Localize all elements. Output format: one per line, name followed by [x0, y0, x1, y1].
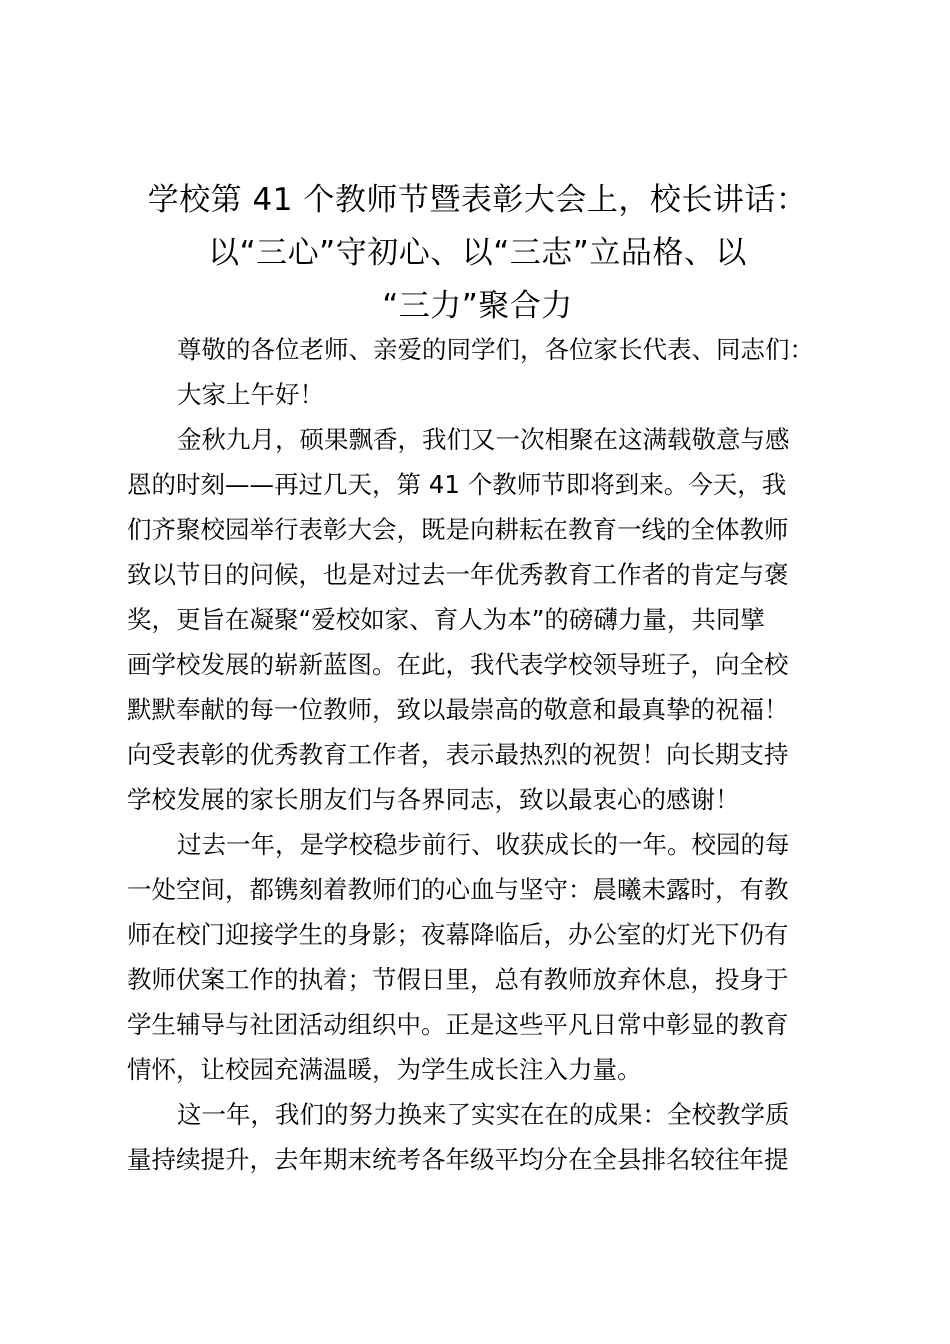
text-line: 学校发展的家长朋友们与各界同志，致以最衷心的感谢！	[127, 785, 740, 814]
text-line: 一处空间，都镌刻着教师们的心血与坚守：晨曦未露时，有教	[127, 875, 789, 904]
text-line: 情怀，让校园充满温暖，为学生成长注入力量。	[127, 1055, 642, 1084]
text-line: 学生辅导与社团活动组织中。正是这些平凡日常中彰显的教育	[127, 1010, 789, 1039]
text-line: 教师伏案工作的执着；节假日里，总有教师放弃休息，投身于	[127, 965, 789, 994]
text-line: 默默奉献的每一位教师，致以最崇高的敬意和最真挚的祝福！	[127, 695, 789, 724]
text-line: 这一年，我们的努力换来了实实在在的成果：全校教学质	[177, 1100, 790, 1129]
document-title	[120, 174, 835, 333]
body-paragraph	[127, 417, 835, 822]
text-line: 恩的时刻——再过几天，第 41 个教师节即将到来。今天，我	[127, 470, 787, 499]
body-paragraph	[127, 822, 835, 1092]
title-line: 学校第 41 个教师节暨表彰大会上，校长讲话：	[147, 182, 808, 218]
body-paragraph	[127, 1092, 835, 1182]
title-line: “三力”聚合力	[382, 288, 573, 324]
text-line: 们齐聚校园举行表彰大会，既是向耕耘在教育一线的全体教师	[127, 515, 789, 544]
text-line: 金秋九月，硕果飘香，我们又一次相聚在这满载敬意与感	[177, 425, 790, 454]
greeting-paragraph	[127, 372, 835, 417]
text-line: 向受表彰的优秀教育工作者，表示最热烈的祝贺！向长期支持	[127, 740, 789, 769]
document-body	[127, 327, 835, 1182]
text-line: 过去一年，是学校稳步前行、收获成长的一年。校园的每	[177, 830, 790, 859]
text-line: 尊敬的各位老师、亲爱的同学们，各位家长代表、同志们：	[177, 335, 814, 364]
salutation-paragraph	[127, 327, 835, 372]
text-line: 量持续提升，去年期末统考各年级平均分在全县排名较往年提	[127, 1145, 789, 1174]
text-line: 画学校发展的崭新蓝图。在此，我代表学校领导班子，向全校	[127, 650, 789, 679]
title-line: 以“三心”守初心、以“三志”立品格、以	[208, 235, 747, 271]
text-line: 师在校门迎接学生的身影；夜幕降临后，办公室的灯光下仍有	[127, 920, 789, 949]
text-line: 大家上午好！	[177, 380, 324, 409]
text-line: 奖，更旨在凝聚“爱校如家、育人为本”的磅礴力量，共同擘	[127, 605, 765, 634]
text-line: 致以节日的问候，也是对过去一年优秀教育工作者的肯定与褒	[127, 560, 789, 589]
